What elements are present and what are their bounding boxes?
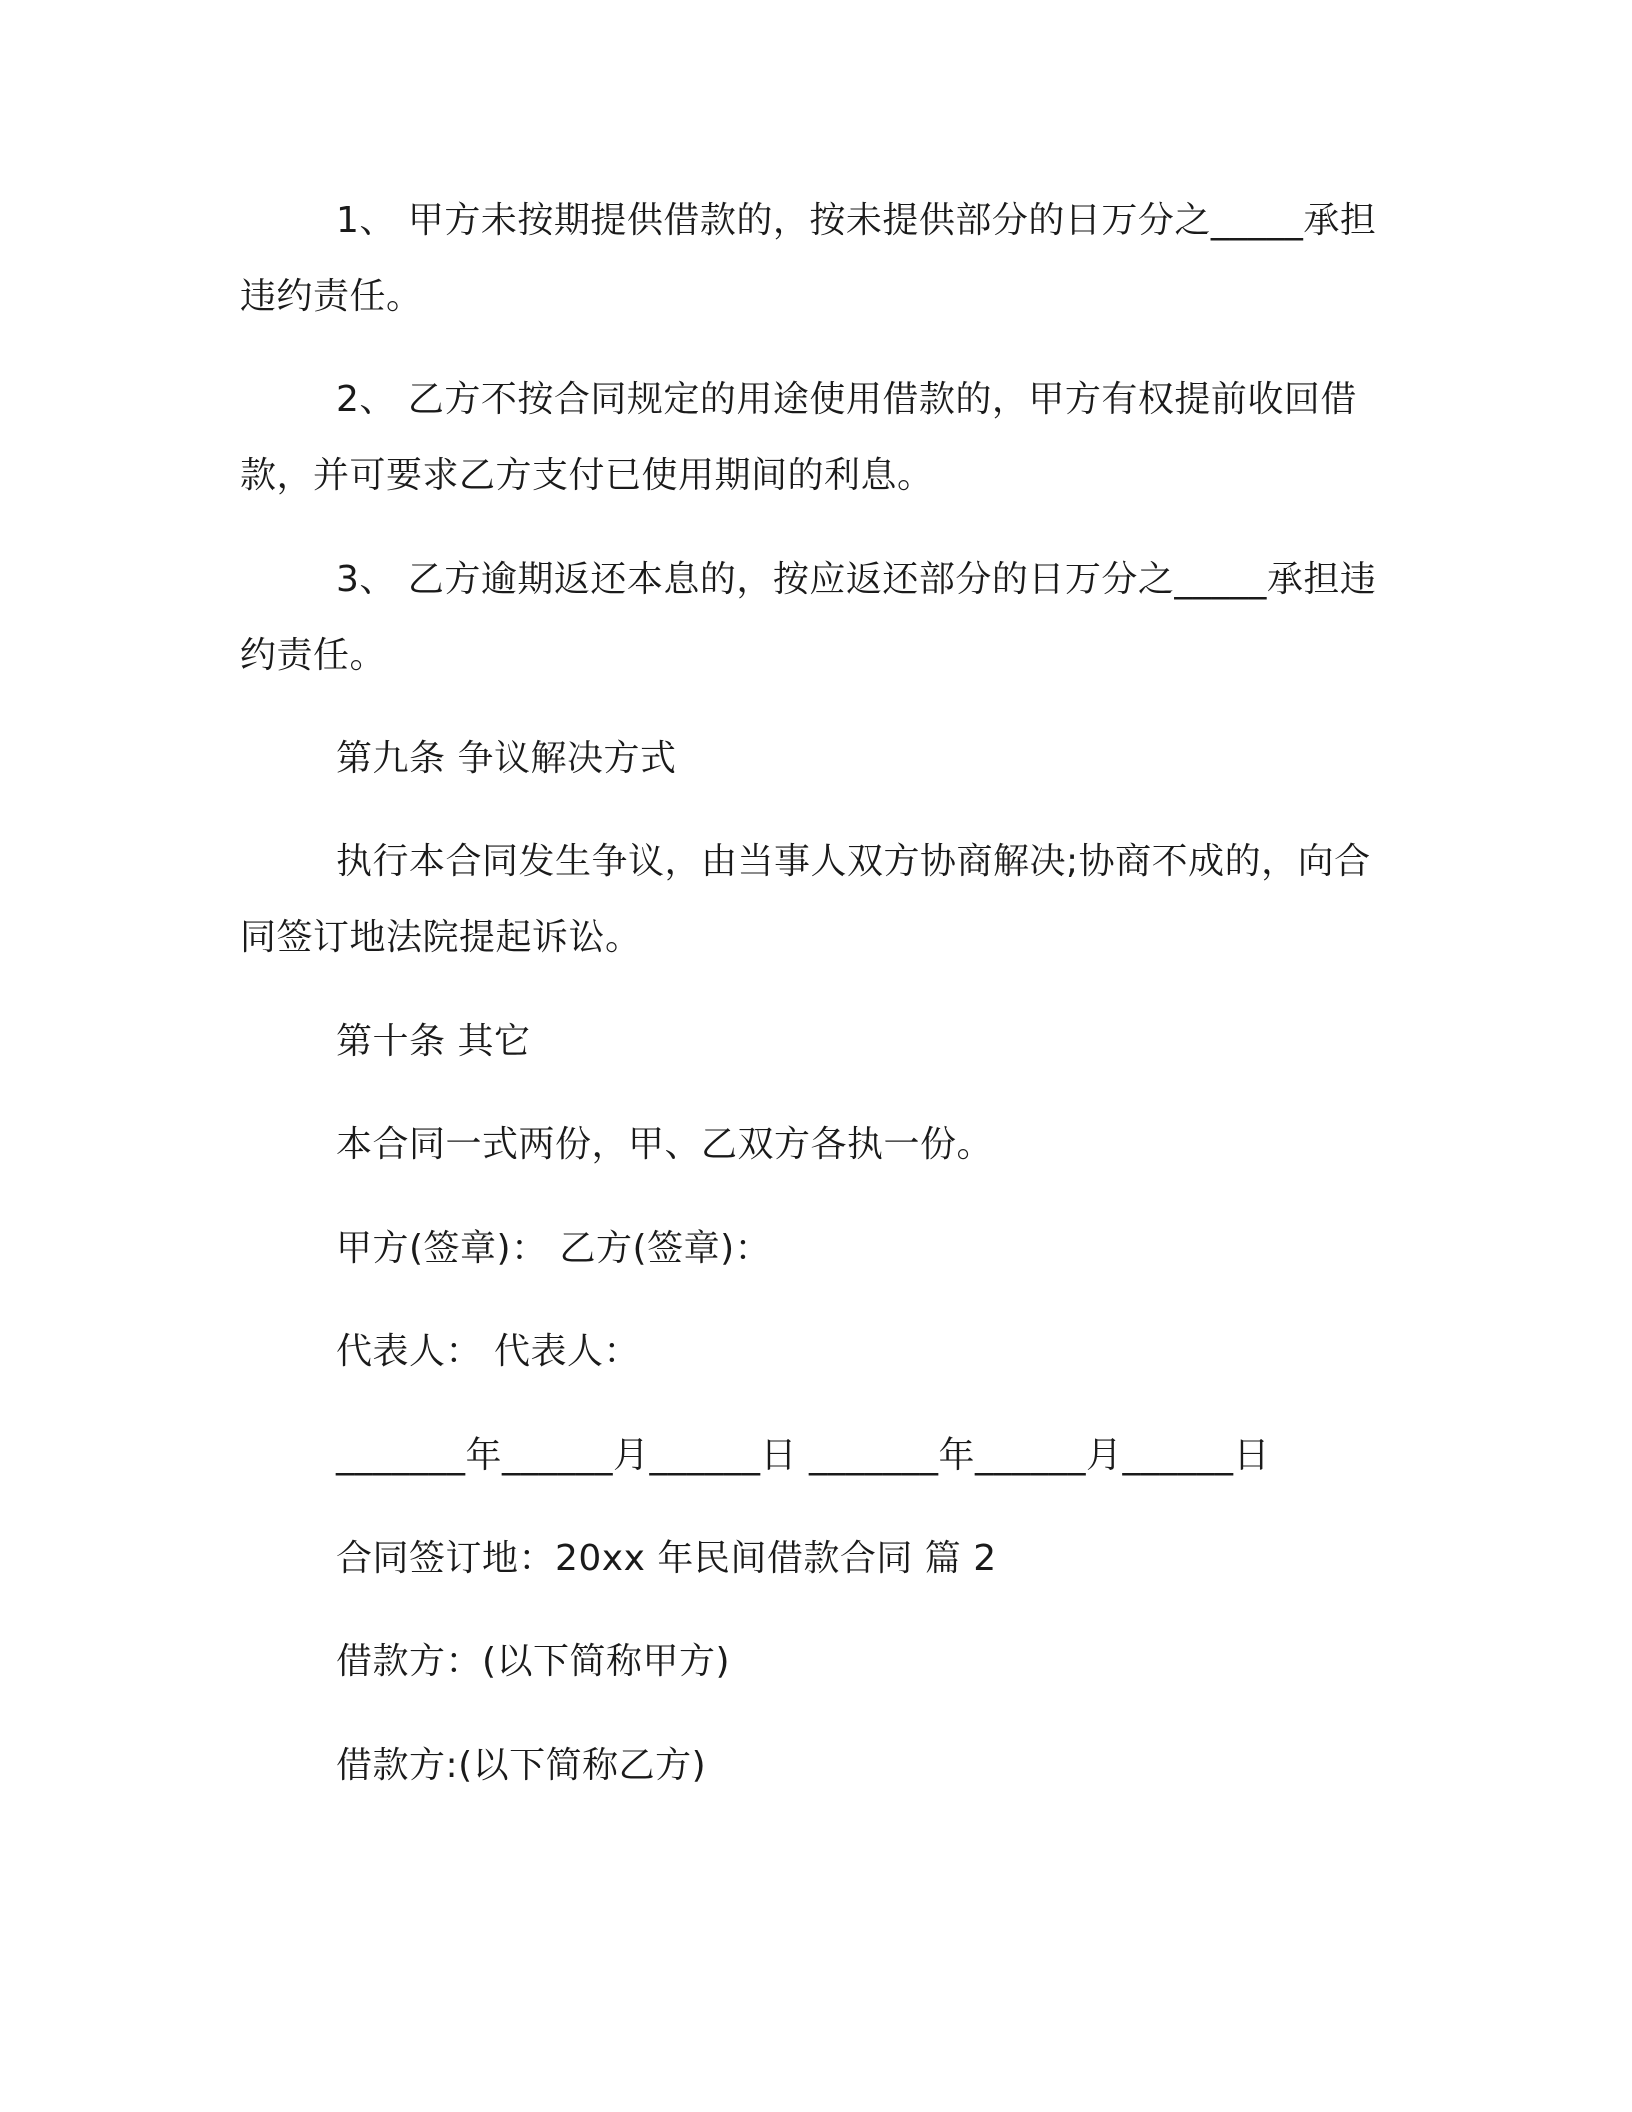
clause-1-paragraph: 1、 甲方未按期提供借款的，按未提供部分的日万分之_____承担违约责任。 bbox=[240, 200, 1377, 317]
clause-2-paragraph: 2、 乙方不按合同规定的用途使用借款的，甲方有权提前收回借款，并可要求乙方支付已使用期间的利息。 bbox=[240, 379, 1357, 496]
article-9-body: 执行本合同发生争议，由当事人双方协商解决;协商不成的，向合同签订地法院提起诉讼。 bbox=[240, 841, 1371, 958]
clause-3-paragraph: 3、 乙方逾期返还本息的，按应返还部分的日万分之_____承担违约责任。 bbox=[240, 559, 1377, 676]
copies-line: 本合同一式两份，甲、乙双方各执一份。 bbox=[336, 1124, 994, 1165]
article-9-heading: 第九条 争议解决方式 bbox=[336, 738, 677, 779]
date-line: _______年______月______日 _______年______月______日 bbox=[336, 1435, 1270, 1476]
borrower-line: 借款方:(以下简称乙方) bbox=[336, 1745, 707, 1786]
article-10-heading: 第十条 其它 bbox=[336, 1021, 531, 1062]
signing-place-line: 合同签订地：20xx 年民间借款合同 篇 2 bbox=[336, 1538, 997, 1579]
lender-line: 借款方：(以下简称甲方) bbox=[336, 1641, 731, 1682]
signature-line: 甲方(签章)： 乙方(签章)： bbox=[336, 1228, 772, 1269]
representative-line: 代表人： 代表人： bbox=[336, 1331, 640, 1372]
